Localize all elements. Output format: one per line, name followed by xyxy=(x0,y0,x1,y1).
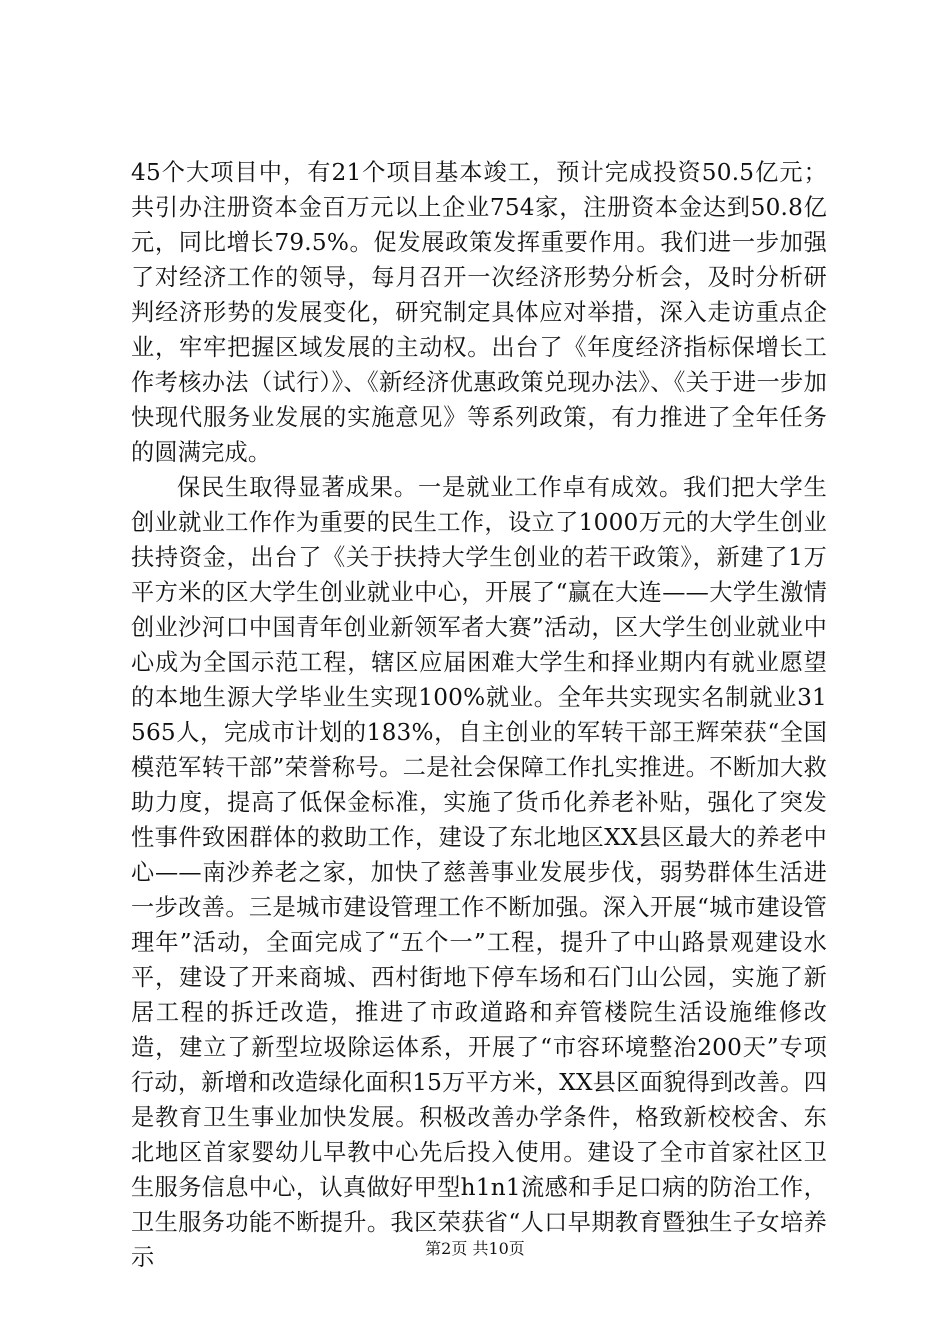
paragraph-2: 保民生取得显著成果。一是就业工作卓有成效。我们把大学生创业就业工作作为重要的民生工作，设立了1000万元的大学生创业扶持资金，出台了《关于扶持大学生创业的若干政策》，新建了1万平方米的区大学生创业就业中心，开展了“赢在大连——大学生激情创业沙河口中国青年创业新领军者大赛”活动，区大学生创业就业中心成为全国示范工程，辖区应届困难大学生和择业期内有就业愿望的本地生源大学毕业生实现100%就业。全年共实现实名制就业31565人，完成市计划的183%，自主创业的军转干部王辉荣获“全国模范军转干部”荣誉称号。二是社会保障工作扎实推进。不断加大救助力度，提高了低保金标准，实施了货币化养老补贴，强化了突发性事件致困群体的救助工作，建设了东北地区XX县区最大的养老中心——南沙养老之家，加快了慈善事业发展步伐，弱势群体生活进一步改善。三是城市建设管理工作不断加强。深入开展“城市建设管理年”活动，全面完成了“五个一”工程，提升了中山路景观建设水平，建设了开来商城、西村街地下停车场和石门山公园，实施了新居工程的拆迁改造，推进了市政道路和弃管楼院生活设施维修改造，建立了新型垃圾除运体系，开展了“市容环境整治200天”专项行动，新增和改造绿化面积15万平方米，XX县区面貌得到改善。四是教育卫生事业加快发展。积极改善办学条件，格致新校校舍、东北地区首家婴幼儿早教中心先后投入使用。建设了全市首家社区卫生服务信息中心，认真做好甲型h1n1流感和手足口病的防治工作，卫生服务功能不断提升。我区荣获省“人口早期教育暨独生子女培养示 xyxy=(131,474,827,1271)
body-text xyxy=(131,155,827,1275)
page-footer: 第2页 共10页 xyxy=(425,1239,525,1258)
paragraph-1: 45个大项目中，有21个项目基本竣工，预计完成投资50.5亿元；共引办注册资本金百万元以上企业754家，注册资本金达到50.8亿元，同比增长79.5%。促发展政策发挥重要作用。我们进一步加强了对经济工作的领导，每月召开一次经济形势分析会，及时分析研判经济形势的发展变化，研究制定具体应对举措，深入走访重点企业，牢牢把握区域发展的主动权。出台了《年度经济指标保增长工作考核办法（试行）》、《新经济优惠政策兑现办法》、《关于进一步加快现代服务业发展的实施意见》等系列政策，有力推进了全年任务的圆满完成。 xyxy=(131,159,827,466)
